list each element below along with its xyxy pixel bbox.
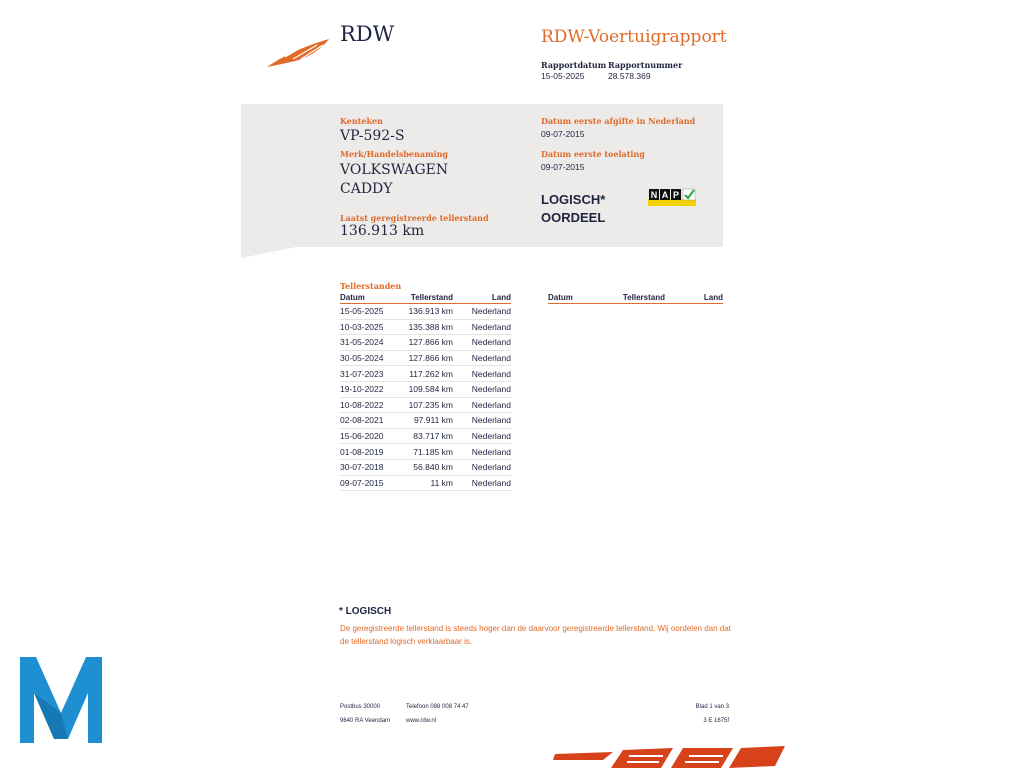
make-label: Merk/Handelsbenaming [340,149,449,159]
footnote-title: * LOGISCH [339,606,392,617]
cell-date: 30-07-2018 [340,459,400,475]
odometer-table-continued [548,292,723,304]
nap-letter-p: P [672,190,680,200]
table-row [340,428,511,444]
cell-date: 01-08-2019 [340,444,400,460]
report-number-label: Rapportnummer [608,60,683,70]
cell-odometer: 107.235 km [400,397,453,413]
cell-date: 10-03-2025 [340,319,400,335]
cell-country: Nederland [453,459,511,475]
col-odometer-header: Tellerstand [608,292,665,304]
cell-odometer: 71.185 km [400,444,453,460]
cell-country: Nederland [453,350,511,366]
col-date-header: Datum [548,292,608,304]
odometer-header-row [340,292,511,304]
cell-date: 31-05-2024 [340,335,400,351]
table-row [340,459,511,475]
cell-country: Nederland [453,413,511,429]
table-row [340,304,511,320]
cell-odometer: 127.866 km [400,335,453,351]
cell-odometer: 127.866 km [400,350,453,366]
table-row [340,381,511,397]
report-number: 28.578.369 [608,71,651,81]
first-admission-value: 09-07-2015 [541,162,585,172]
odometer-header-row [548,292,723,304]
cell-odometer: 136.913 km [400,304,453,320]
cell-odometer: 117.262 km [400,366,453,382]
verdict [541,191,605,227]
footnote-text: De geregistreerde tellerstand is steeds hoger dan de daarvoor geregistreerde tellerstand. Wij oordelen dan dat de tellerstand logisch verklaarbaar is. [340,624,731,646]
m-logo-icon [16,655,106,745]
panel-tail-decoration [241,246,301,258]
cell-odometer: 83.717 km [400,428,453,444]
footer-website: www.rdw.nl [406,718,437,724]
table-row [340,350,511,366]
cell-country: Nederland [453,475,511,491]
footer-page: Blad 1 van 3 [695,704,729,710]
table-row [340,319,511,335]
cell-country: Nederland [453,335,511,351]
cell-odometer: 109.584 km [400,381,453,397]
cell-odometer: 11 km [400,475,453,491]
col-date-header: Datum [340,292,400,304]
cell-odometer: 97.911 km [400,413,453,429]
cell-date: 30-05-2024 [340,350,400,366]
make-value: VOLKSWAGEN [340,162,449,178]
cell-country: Nederland [453,319,511,335]
first-issue-nl-label: Datum eerste afgifte in Nederland [541,116,696,126]
table-row [340,397,511,413]
nap-letter-n: N [650,190,658,200]
table-row [340,366,511,382]
cell-country: Nederland [453,366,511,382]
table-row [340,335,511,351]
cell-date: 19-10-2022 [340,381,400,397]
logo-text: RDW [340,22,395,46]
rdw-stripe-logo [553,746,785,768]
first-issue-nl-value: 09-07-2015 [541,129,585,139]
report-title: RDW-Voertuigrapport [541,27,727,47]
last-odometer-value: 136.913 km [340,223,425,239]
cell-date: 10-08-2022 [340,397,400,413]
report-date: 15-05-2025 [541,71,585,81]
nap-badge [648,188,696,206]
table-row [340,444,511,460]
footer-address-line1: Postbus 30000 [340,704,381,710]
verdict-line1: LOGISCH* [541,192,606,207]
footer-code: 3 E 1675f [703,718,729,724]
footer-phone: Telefoon 088 008 74 47 [406,704,469,710]
cell-date: 02-08-2021 [340,413,400,429]
odometer-table [340,292,511,491]
cell-odometer: 135.388 km [400,319,453,335]
model-value: CADDY [340,181,393,197]
cell-country: Nederland [453,397,511,413]
rdw-wing-logo [265,35,331,69]
col-odometer-header: Tellerstand [400,292,453,304]
col-country-header: Land [665,292,723,304]
footer-address-line2: 9640 RA Veendam [340,718,391,724]
plate-value: VP-592-S [340,128,405,144]
nap-letter-a: A [661,190,669,200]
table-row [340,413,511,429]
cell-odometer: 56.840 km [400,459,453,475]
odometer-title: Tellerstanden [340,281,402,291]
col-country-header: Land [453,292,511,304]
cell-date: 09-07-2015 [340,475,400,491]
cell-date: 15-06-2020 [340,428,400,444]
verdict-line2: OORDEEL [541,210,606,225]
cell-country: Nederland [453,444,511,460]
last-odometer-label: Laatst geregistreerde tellerstand [340,213,489,223]
cell-country: Nederland [453,381,511,397]
report-date-label: Rapportdatum [541,60,607,70]
cell-date: 31-07-2023 [340,366,400,382]
first-admission-label: Datum eerste toelating [541,149,645,159]
cell-country: Nederland [453,428,511,444]
cell-country: Nederland [453,304,511,320]
table-row [340,475,511,491]
cell-date: 15-05-2025 [340,304,400,320]
plate-label: Kenteken [340,116,383,126]
